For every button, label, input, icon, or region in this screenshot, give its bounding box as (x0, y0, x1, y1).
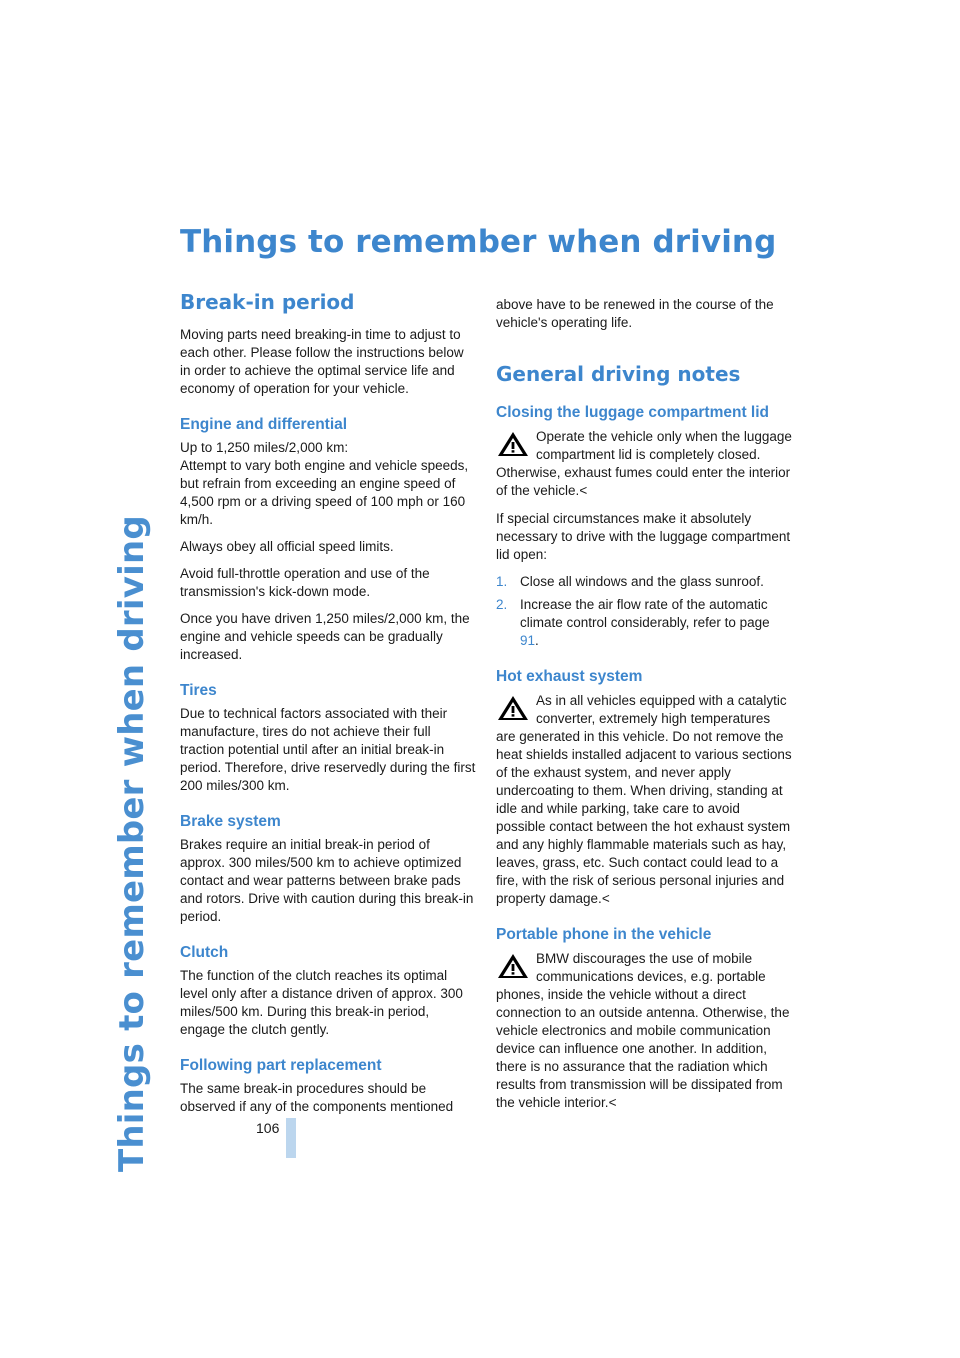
exhaust-warning-text: As in all vehicles equipped with a catalytic converter, extremely high temperatures are generated in this vehicle. Do not remove the heat shields installed adjacent to various sections of the exhaust system, and never apply undercoating to them. When driving, standing at idle and while parking, take care to avoid possible contact between the hot exhaust system and any highly flammable materials such as hay, leaves, grass, etc. Such contact could lead to a fire, with the risk of serious personal injuries and property damage. (496, 693, 792, 906)
end-mark: < (601, 891, 610, 906)
warning-triangle-icon (496, 430, 530, 458)
luggage-warning (496, 428, 792, 500)
end-mark: < (608, 1095, 617, 1110)
right-column (496, 296, 792, 1122)
warning-triangle-icon (496, 952, 530, 980)
phone-warning (496, 950, 792, 1112)
continued-text: above have to be renewed in the course of the vehicle's operating life. (496, 297, 774, 330)
warning-triangle-icon (496, 694, 530, 722)
heading-tires: Tires (180, 682, 217, 699)
heading-general-notes: General driving notes (496, 362, 741, 386)
heading-luggage: Closing the luggage compartment lid (496, 404, 769, 421)
heading-break-in: Break-in period (180, 290, 355, 314)
brake-text: Brakes require an initial break-in period of approx. 300 miles/500 km to achieve optimized contact and wear patterns between brake pads and rotors. Drive with caution during this break-in period. (180, 837, 474, 924)
engine-text-2: Always obey all official speed limits. (180, 539, 394, 554)
engine-text-4: Once you have driven 1,250 miles/2,000 km, the engine and vehicle speeds can be gradually increased. (180, 611, 470, 662)
end-mark: < (579, 483, 588, 498)
page-number-bar (286, 1118, 296, 1158)
page-title: Things to remember when driving (180, 224, 777, 260)
list-item: 2. Increase the air flow rate of the automatic climate control considerably, refer to page 91. (496, 597, 770, 648)
heading-brake: Brake system (180, 813, 281, 830)
engine-limit-label: Up to 1,250 miles/2,000 km: (180, 440, 349, 455)
tires-text: Due to technical factors associated with their manufacture, tires do not achieve their full traction potential until after an initial break-in period. Therefore, drive reservedly during the first 200 miles/300 km. (180, 706, 476, 793)
luggage-steps (496, 573, 792, 650)
page-link[interactable]: 91 (520, 633, 536, 648)
clutch-text: The function of the clutch reaches its optimal level only after a distance driven of approx. 300 miles/500 km. During this break-in period, engage the clutch gently. (180, 968, 463, 1037)
phone-warning-text: BMW discourages the use of mobile communications devices, e.g. portable phones, inside the vehicle without a direct connection to an outside antenna. Otherwise, the vehicle electronics and mobile communication device can influence one another. In addition, there is no assurance that the radiation which results from transmission will be dissipated from the vehicle interior. (496, 951, 790, 1110)
page-number: 106 (256, 1120, 280, 1136)
engine-text-1: Attempt to vary both engine and vehicle speeds, but refrain from exceeding an engine speed of 4,500 rpm or a driving speed of 100 mph or 160 km/h. (180, 458, 469, 527)
heading-replacement: Following part replacement (180, 1057, 382, 1074)
heading-engine: Engine and differential (180, 416, 348, 433)
engine-text-3: Avoid full-throttle operation and use of the transmission's kick-down mode. (180, 566, 430, 599)
heading-exhaust: Hot exhaust system (496, 668, 643, 685)
luggage-warning-text: Operate the vehicle only when the luggage compartment lid is completely closed. Otherwise, exhaust fumes could enter the interior of the vehicle. (496, 429, 792, 498)
left-column (180, 290, 476, 1125)
heading-phone: Portable phone in the vehicle (496, 926, 712, 943)
replacement-text: The same break-in procedures should be observed if any of the components mentioned (180, 1081, 454, 1114)
list-item: 1. Close all windows and the glass sunroof. (496, 574, 764, 589)
heading-clutch: Clutch (180, 944, 229, 961)
exhaust-warning (496, 692, 792, 908)
luggage-text: If special circumstances make it absolutely necessary to drive with the luggage compartment lid open: (496, 511, 791, 562)
sidebar-chapter-title: Things to remember when driving (112, 515, 152, 1172)
break-in-intro: Moving parts need breaking-in time to adjust to each other. Please follow the instructions below in order to achieve the optimal service life and economy of operation for your vehicle. (180, 327, 464, 396)
